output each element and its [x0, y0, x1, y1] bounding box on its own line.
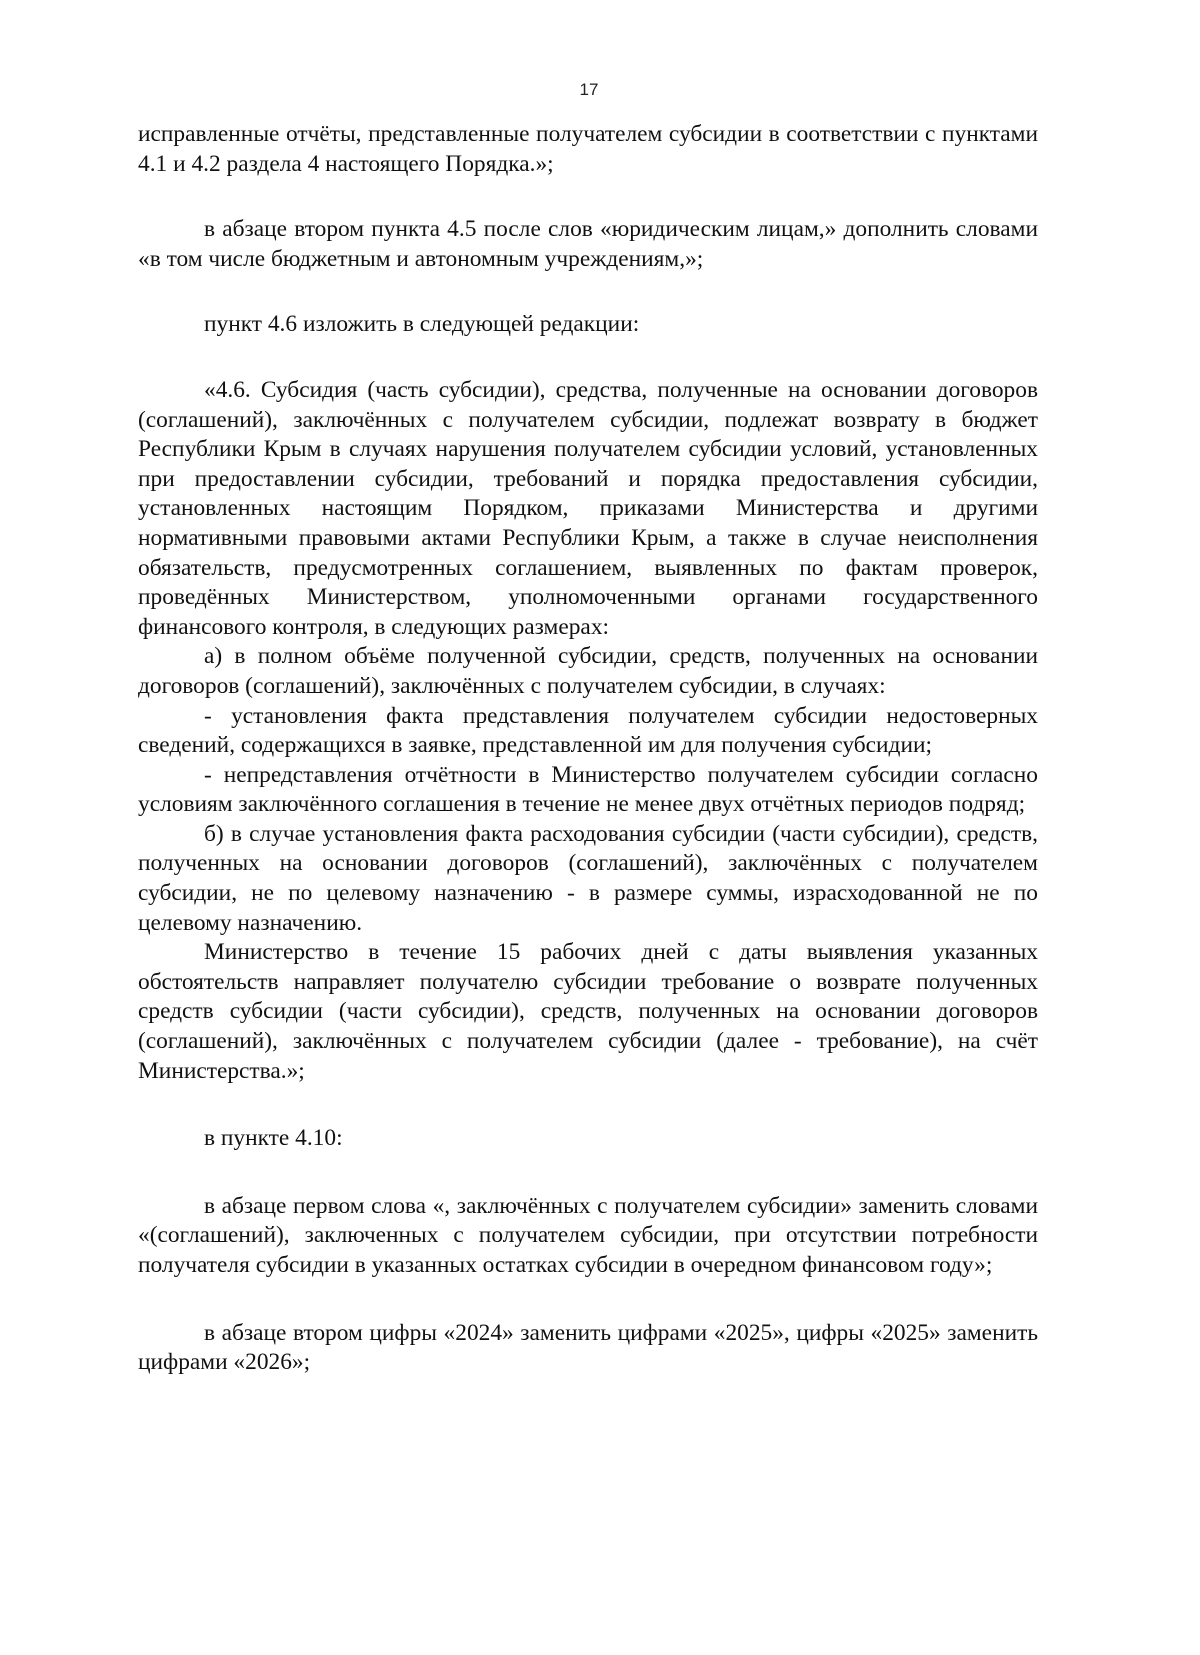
- paragraph-point-4-6-intro: пункт 4.6 изложить в следующей редакции:: [204, 311, 640, 338]
- paragraph-point-4-5-amendment: в абзаце втором пункта 4.5 после слов «юридическим лицам,» дополнить словами «в том числе бюджетным и автономным учреждениям,»;: [138, 216, 1038, 272]
- paragraph-second-abzac-amendment: в абзаце втором цифры «2024» заменить цифрами «2025», цифры «2025» заменить цифрами «2026»;: [138, 1319, 1038, 1376]
- document-body: [138, 120, 1038, 1378]
- paragraph-subpoint-a: а) в полном объёме полученной субсидии, средств, полученных на основании договоров (соглашений), заключённых с получателем субсидии, в случаях:: [138, 643, 1038, 699]
- paragraph-bullet-no-reports: - непредставления отчётности в Министерство получателем субсидии согласно условиям заключённого соглашения в течение не менее двух отчётных периодов подряд;: [138, 761, 1038, 818]
- paragraph-point-4-6-text: «4.6. Субсидия (часть субсидии), средства, полученные на основании договоров (соглашений), заключённых с получателем субсидии, подлежат возврату в бюджет Республики Крым в случаях нарушения получателем субсидии условий, установленных при предоставлении субсидии, требований и порядка предоставления субсидии, установленных настоящим Порядком, приказами Министерства и другими нормативными правовыми актами Республики Крым, а также в случае неисполнения обязательств, предусмотренных соглашением, выявленных по фактам проверок, проведённых Министерством, уполномоченными органами государственного финансового контроля, в следующих размерах:: [138, 376, 1038, 640]
- paragraph-point-4-10-intro: в пункте 4.10:: [204, 1125, 343, 1152]
- paragraph-bullet-false-info: - установления факта представления получателем субсидии недостоверных сведений, содержащихся в заявке, представленной им для получения субсидии;: [138, 702, 1038, 759]
- paragraph-first-abzac-amendment: в абзаце первом слова «, заключённых с получателем субсидии» заменить словами «(соглашений), заключенных с получателем субсидии, при отсутствии потребности получателя субсидии в указанных остатках субсидии в очередном финансовом году»;: [138, 1192, 1038, 1278]
- page-number: 17: [579, 80, 599, 99]
- paragraph-corrected-reports: исправленные отчёты, представленные получателем субсидии в соответствии с пунктами 4.1 и 4.2 раздела 4 настоящего Порядка.»;: [138, 121, 1038, 177]
- paragraph-subpoint-b: б) в случае установления факта расходования субсидии (части субсидии), средств, полученных на основании договоров (соглашений), заключённых с получателем субсидии, не по целевому назначению - в размере суммы, израсходованной не по целевому назначению.: [138, 820, 1038, 936]
- paragraph-ministry-demand: Министерство в течение 15 рабочих дней с даты выявления указанных обстоятельств направляет получателю субсидии требование о возврате полученных средств субсидии (части субсидии), средств, полученных на основании договоров (соглашений), заключённых с получателем субсидии (далее - требование), на счёт Министерства.»;: [138, 939, 1038, 1084]
